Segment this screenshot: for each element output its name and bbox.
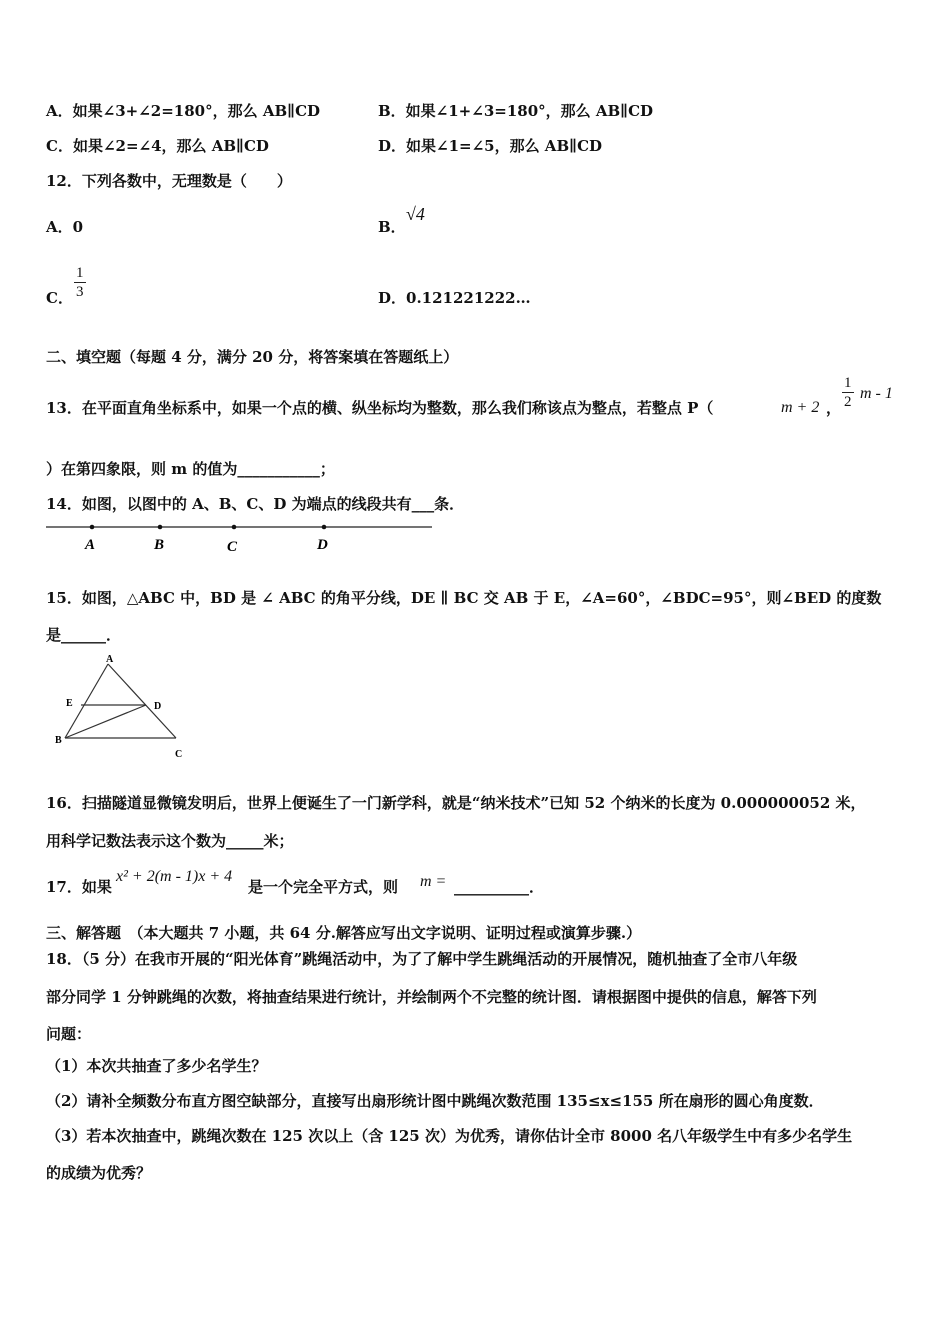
q18-line1: 18．（5 分）在我市开展的“阳光体育”跳绳活动中，为了了解中学生跳绳活动的开展情况，随机抽查了全市八年级 bbox=[46, 950, 798, 968]
q17-middle-text: 是一个完全平方式，则 bbox=[248, 878, 399, 896]
q16-line2: 用科学记数法表示这个数为_____米； bbox=[46, 832, 294, 850]
vertex-b-label: B bbox=[55, 735, 62, 746]
q13-fraction bbox=[842, 374, 854, 411]
q18-sub2: （2）请补全频数分布直方图空缺部分，直接写出扇形统计图中跳绳次数范围 135≤x≤155 所在扇形的圆心角度数． bbox=[46, 1092, 824, 1110]
q18-line3: 问题： bbox=[46, 1025, 92, 1043]
q18-sub3: （3）若本次抽查中，跳绳次数在 125 次以上（含 125 次）为优秀，请你估计全市 8000 名八年级学生中有多少名学生 bbox=[46, 1127, 853, 1145]
segment-bd bbox=[65, 705, 146, 738]
q11-option-c: C．如果∠2=∠4，那么 AB∥CD bbox=[46, 137, 269, 155]
q17-blank: __________． bbox=[454, 878, 545, 896]
q18-line2: 部分同学 1 分钟跳绳的次数，将抽查结果进行统计，并绘制两个不完整的统计图．请根据图中提供的信息，解答下列 bbox=[46, 988, 817, 1006]
q18-sub3b: 的成绩为优秀？ bbox=[46, 1164, 152, 1182]
point-a-label: A bbox=[85, 537, 96, 553]
q13-line1: 13．在平面直角坐标系中，如果一个点的横、纵坐标均为整数，那么我们称该点为整点，若整点 P（ bbox=[46, 399, 714, 417]
q12-option-c-label: C． bbox=[46, 289, 73, 307]
vertex-c-label: C bbox=[175, 749, 183, 760]
point-c-dot bbox=[232, 525, 237, 530]
q13-math-a: m + 2 bbox=[781, 399, 820, 416]
point-d-label: D bbox=[317, 537, 328, 553]
q12-stem: 12．下列各数中，无理数是（ ） bbox=[46, 172, 292, 190]
q11-option-d: D．如果∠1=∠5，那么 AB∥CD bbox=[378, 137, 603, 155]
q11-option-a: A．如果∠3+∠2=180°，那么 AB∥CD bbox=[46, 102, 321, 120]
q13-math-b: m - 1 bbox=[860, 385, 893, 402]
point-d-dot bbox=[322, 525, 327, 530]
q17-label: 17．如果 bbox=[46, 878, 112, 896]
point-b-label: B bbox=[154, 537, 165, 553]
side-ac bbox=[108, 664, 176, 738]
section2-title: 二、填空题（每题 4 分，满分 20 分，将答案填在答题纸上） bbox=[46, 348, 459, 366]
q15-line2: 是______． bbox=[46, 626, 122, 644]
q12-option-c-fraction bbox=[74, 264, 86, 301]
q13-line2: ）在第四象限，则 m 的值为___________； bbox=[46, 460, 335, 478]
point-a-dot bbox=[90, 525, 95, 530]
fraction-denominator: 3 bbox=[76, 284, 84, 300]
point-b-dot bbox=[158, 525, 163, 530]
q12-option-d: D．0.121221222… bbox=[378, 289, 531, 307]
fraction-numerator: 1 bbox=[76, 265, 84, 281]
q15-line1: 15．如图，△ABC 中，BD 是 ∠ ABC 的角平分线，DE ∥ BC 交 AB 于 E，∠A=60°，∠BDC=95°，则∠BED 的度数 bbox=[46, 589, 882, 607]
q11-option-b: B．如果∠1+∠3=180°，那么 AB∥CD bbox=[378, 102, 654, 120]
q15-triangle-figure bbox=[50, 650, 195, 765]
q17-m-equals: m = bbox=[420, 873, 447, 890]
vertex-e-label: E bbox=[66, 698, 73, 709]
q13-comma: ， bbox=[826, 399, 842, 417]
section3-title: 三、解答题 （本大题共 7 小题，共 64 分.解答应写出文字说明、证明过程或演算步骤.） bbox=[46, 924, 642, 942]
q12-option-b-label: B． bbox=[378, 218, 406, 236]
q14-stem: 14．如图，以图中的 A、B、C、D 为端点的线段共有___条． bbox=[46, 495, 465, 513]
point-c-label: C bbox=[227, 539, 238, 555]
fraction-numerator: 1 bbox=[844, 375, 852, 391]
vertex-a-label: A bbox=[106, 654, 114, 665]
q12-option-a: A．0 bbox=[46, 218, 84, 236]
q16-line1: 16．扫描隧道显微镜发明后，世界上便诞生了一门新学科，就是“纳米技术”已知 52 个纳米的长度为 0.000000052 米， bbox=[46, 794, 866, 812]
q17-expression: x² + 2(m - 1)x + 4 bbox=[116, 868, 233, 885]
vertex-d-label: D bbox=[154, 701, 162, 712]
q12-option-b-math: √4 bbox=[406, 204, 425, 224]
fraction-denominator: 2 bbox=[844, 394, 852, 410]
q14-line-figure bbox=[44, 518, 434, 558]
q18-sub1: （1）本次共抽查了多少名学生？ bbox=[46, 1057, 267, 1075]
